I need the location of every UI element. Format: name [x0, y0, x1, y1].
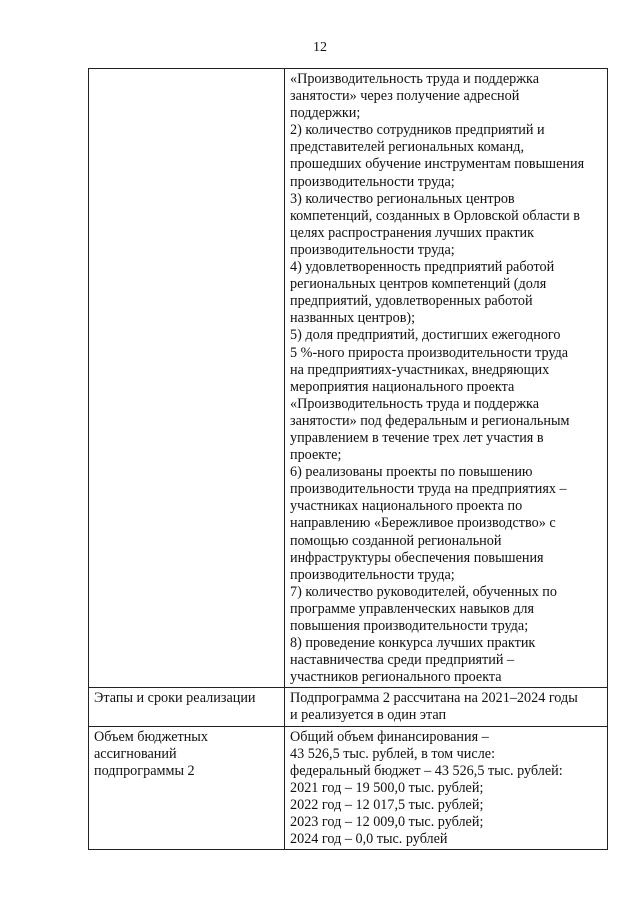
content-line: 2023 год – 12 009,0 тыс. рублей; — [290, 814, 484, 831]
content-line: управлением в течение трех лет участия в — [290, 429, 544, 446]
row-label-cell — [89, 69, 285, 688]
content-line: региональных центров компетенций (доля — [290, 276, 547, 293]
content-line: повышения производительности труда; — [290, 618, 529, 634]
content-line: 8) проведение конкурса лучших практик — [290, 635, 536, 652]
content-line: представителей региональных команд, — [290, 139, 525, 156]
content-line: занятости» через получение адресной — [290, 88, 520, 105]
passport-table — [88, 68, 608, 850]
content-line: мероприятия национального проекта — [290, 378, 515, 395]
content-line: производительности труда; — [290, 241, 455, 258]
content-line: 2022 год – 12 017,5 тыс. рублей; — [290, 796, 484, 813]
content-line: участниках национального проекта по — [290, 498, 523, 515]
label-line: Этапы и сроки реализации — [94, 690, 256, 707]
content-line: наставничества среди предприятий – — [290, 652, 515, 669]
content-line: прошедших обучение инструментам повышения — [290, 156, 585, 173]
content-line: 4) удовлетворенность предприятий работой — [290, 259, 555, 276]
content-line: 7) количество руководителей, обученных по — [290, 583, 557, 600]
content-line: проекте; — [290, 447, 342, 464]
content-line: 2024 год – 0,0 тыс. рублей — [290, 831, 448, 848]
content-line: Подпрограмма 2 рассчитана на 2021–2024 годы — [290, 690, 578, 707]
content-line: «Производительность труда и поддержка — [290, 395, 539, 412]
content-line: производительности труда на предприятиях – — [290, 481, 567, 498]
content-line: 5) доля предприятий, достигших ежегодного — [290, 327, 561, 344]
content-line: целях распространения лучших практик — [290, 224, 535, 241]
content-line: на предприятиях-участниках, внедряющих — [290, 361, 550, 378]
content-line: компетенций, созданных в Орловской области в — [290, 207, 580, 224]
row-content-cell — [285, 688, 608, 726]
label-line: ассигнований — [94, 745, 177, 762]
content-line: поддержки; — [290, 105, 361, 122]
row-label-cell — [89, 726, 285, 850]
label-line: Объем бюджетных — [94, 728, 208, 745]
content-line: инфраструктуры обеспечения повышения — [290, 549, 544, 566]
table-row — [89, 726, 608, 850]
row-content-cell — [285, 69, 608, 688]
content-line: 2) количество сотрудников предприятий и — [290, 122, 545, 139]
row-label-cell — [89, 688, 285, 726]
content-line: направлению «Бережливое производство» с — [290, 515, 556, 532]
content-line: занятости» под федеральным и региональным — [290, 412, 570, 429]
content-line: федеральный бюджет – 43 526,5 тыс. рублей: — [290, 762, 563, 779]
content-line: названных центров); — [290, 310, 416, 327]
content-line: производительности труда; — [290, 566, 455, 583]
content-line: помощью созданной региональной — [290, 532, 502, 549]
table-row — [89, 688, 608, 726]
content-line: Общий объем финансирования – — [290, 728, 489, 745]
content-line: 5 %-ного прироста производительности труда — [290, 344, 569, 361]
content-line: 2021 год – 19 500,0 тыс. рублей; — [290, 779, 484, 796]
content-line: 6) реализованы проекты по повышению — [290, 464, 533, 481]
content-line: «Производительность труда и поддержка — [290, 71, 539, 87]
table-row — [89, 69, 608, 688]
content-line: участников регионального проекта — [290, 669, 502, 686]
content-line: предприятий, удовлетворенных работой — [290, 293, 533, 310]
content-line: и реализуется в один этап — [290, 707, 447, 724]
content-line: 43 526,5 тыс. рублей, в том числе: — [290, 745, 496, 762]
page-number: 12 — [313, 40, 327, 55]
row-content-cell — [285, 726, 608, 850]
label-line: подпрограммы 2 — [94, 762, 195, 779]
content-line: производительности труда; — [290, 173, 455, 190]
content-line: программе управленческих навыков для — [290, 600, 535, 617]
content-line: 3) количество региональных центров — [290, 190, 515, 207]
